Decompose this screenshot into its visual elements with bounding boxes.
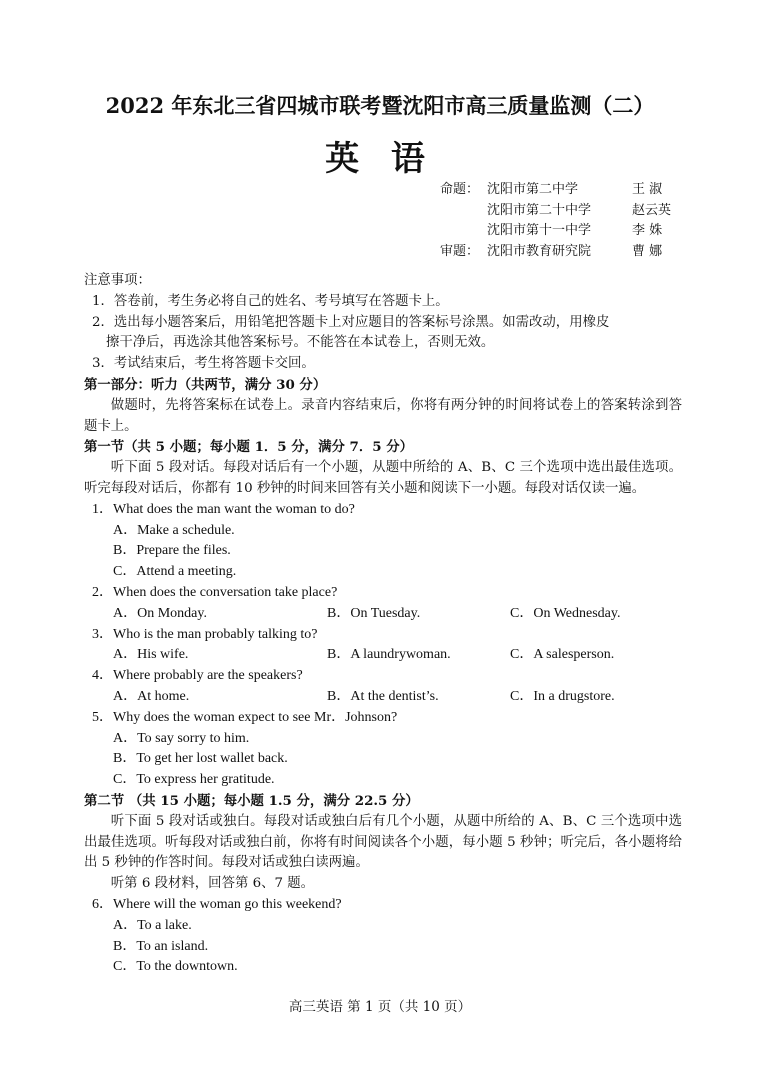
author-list (440, 180, 671, 262)
author-name: 曹 娜 (632, 243, 663, 259)
options-row (84, 645, 682, 666)
author-school: 沈阳市第二中学 (487, 182, 579, 197)
author-row (440, 180, 671, 201)
option-a: A．His wife. (113, 647, 189, 663)
section1-heading: 第一节（共 5 小题；每小题 1．5 分，满分 7．5 分） (84, 439, 413, 456)
section2-material: 听第 6 段材料，回答第 6、7 题。 (110, 876, 315, 892)
author-name: 王 淑 (632, 182, 663, 197)
option-c: C．On Wednesday. (510, 605, 621, 621)
option-c: C．In a drugstore. (510, 688, 615, 704)
part1-intro: 做题时，先将答案标在试卷上。录音内容结束后，你将有两分钟的时间将试卷上的答案转涂到答题卡上。 (84, 397, 682, 434)
author-row (440, 221, 671, 242)
question-5: 5．Why does the woman expect to see Mr．Johnson? (92, 709, 398, 725)
notice-item: 2．选出每小题答案后，用铅笔把答题卡上对应题目的答案标号涂黑。如需改动，用橡皮 (92, 314, 610, 330)
option-c: C．To express her gratitude. (113, 772, 275, 788)
option-a: A．At home. (113, 688, 190, 704)
part1-heading: 第一部分：听力（共两节，满分 30 分） (84, 376, 327, 393)
author-role: 命题： (440, 182, 480, 197)
question-3: 3．Who is the man probably talking to? (92, 626, 318, 642)
option-b: B．To get her lost wallet back. (113, 751, 288, 767)
page-footer: 高三英语 第 1 页（共 10 页） (288, 999, 472, 1015)
option-a: A．To a lake. (113, 917, 192, 933)
author-name: 赵云英 (632, 202, 672, 218)
option-a: A．To say sorry to him. (113, 730, 250, 746)
author-role (440, 221, 487, 242)
author-name: 李 姝 (632, 223, 663, 238)
option-b: B．On Tuesday. (327, 605, 421, 621)
notice-item: 3．考试结束后，考生将答题卡交回。 (92, 356, 315, 372)
section1-intro: 听下面 5 段对话。每段对话后有一个小题，从题中所给的 A、B、C 三个选项中选出最佳选项。听完每段对话后，你都有 10 秒钟的时间来回答有关小题和阅读下一小题。每段对话仅读一遍。 (84, 460, 682, 496)
options-row (84, 687, 682, 708)
author-school: 沈阳市教育研究院 (487, 243, 592, 259)
option-b: B．A laundrywoman. (327, 647, 451, 663)
section2-intro: 听下面 5 段对话或独白。每段对话或独白后有几个小题，从题中所给的 A、B、C 三个选项中选出最佳选项。听每段对话或独白前，你将有时间阅读各个小题，每小题 5 秒钟；听完后，各小题将给出 5 秒钟的作答时间。每段对话或独白读两遍。 (84, 813, 682, 871)
author-school: 沈阳市第十一中学 (487, 223, 592, 238)
option-c: C．Attend a meeting. (113, 564, 237, 580)
author-role (440, 201, 487, 222)
notice-item-continued: 擦干净后，再选涂其他答案标号。不能答在本试卷上，否则无效。 (106, 335, 495, 351)
notice-heading: 注意事项： (84, 273, 151, 288)
author-row (440, 201, 671, 222)
question-4: 4．Where probably are the speakers? (92, 668, 303, 684)
author-row (440, 242, 671, 263)
exam-body (84, 271, 682, 978)
option-a: A．On Monday. (113, 605, 207, 621)
notice-item: 1．答卷前，考生务必将自己的姓名、考号填写在答题卡上。 (92, 293, 449, 309)
option-c: C．To the downtown. (113, 959, 238, 975)
question-2: 2．When does the conversation take place? (92, 584, 338, 600)
author-role: 审题： (440, 243, 480, 259)
author-school: 沈阳市第二十中学 (487, 202, 592, 218)
option-c: C．A salesperson. (510, 647, 615, 663)
exam-title: 2022 年东北三省四城市联考暨沈阳市高三质量监测（二） (105, 93, 655, 118)
question-1: 1．What does the man want the woman to do? (92, 501, 355, 517)
option-b: B．Prepare the files. (113, 543, 231, 559)
option-a: A．Make a schedule. (113, 522, 235, 538)
options-row (84, 604, 682, 625)
option-b: B．At the dentist’s. (327, 688, 439, 704)
option-b: B．To an island. (113, 938, 209, 954)
exam-subject: 英 语 (325, 139, 435, 179)
section2-heading: 第二节 （共 15 小题；每小题 1.5 分，满分 22.5 分） (84, 792, 419, 809)
question-6: 6．Where will the woman go this weekend? (92, 896, 342, 912)
